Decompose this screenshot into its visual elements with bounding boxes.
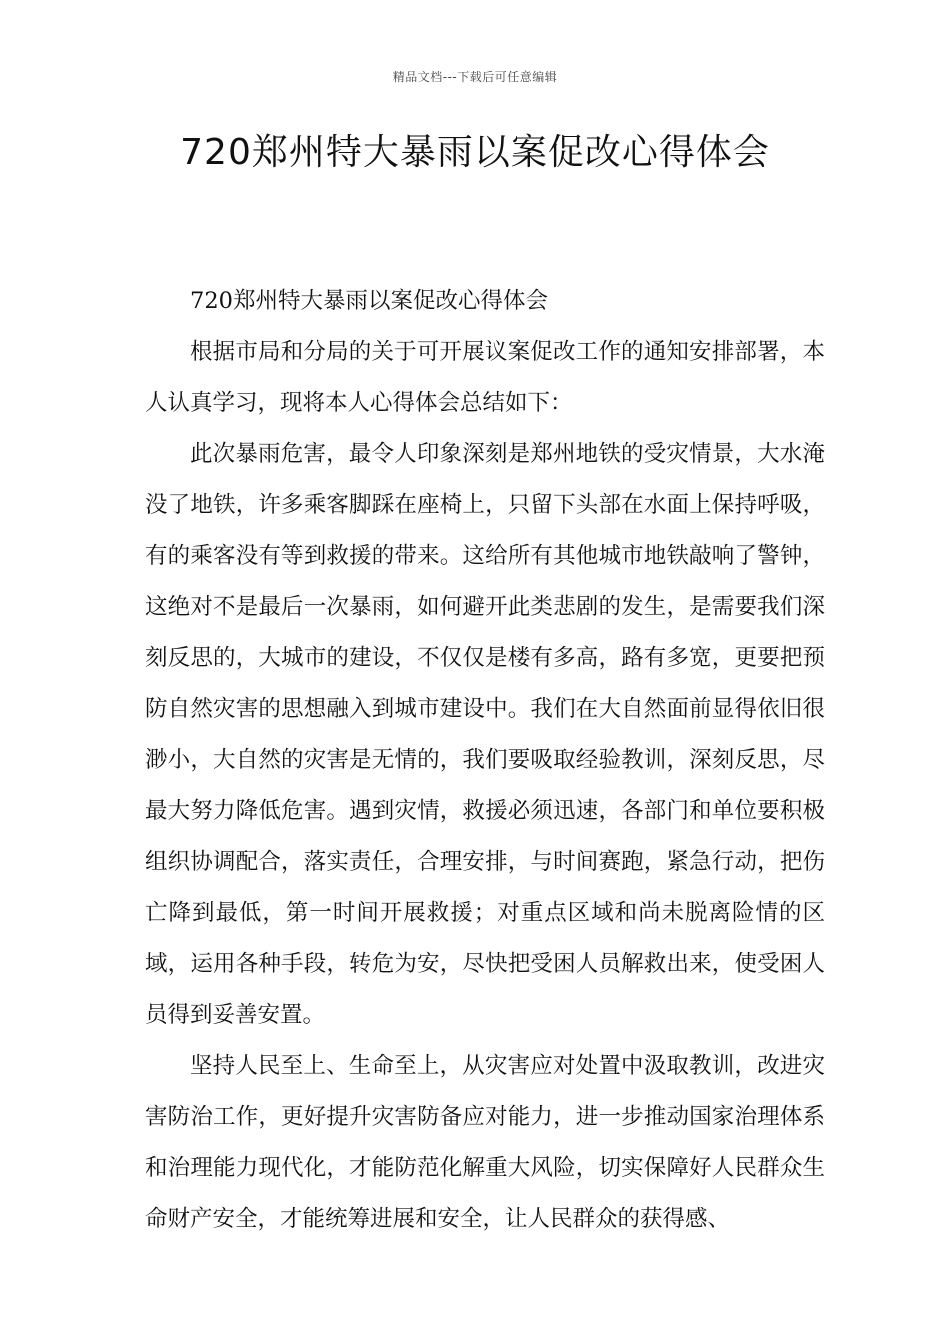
paragraph-conclusion: 坚持人民至上、生命至上，从灾害应对处置中汲取教训，改进灾害防治工作，更好提升灾害防备应对能力，进一步推动国家治理体系和治理能力现代化，才能防范化解重大风险，切实保障好人民群众生命财产安全，才能统筹进展和安全，让人民群众的获得感、 bbox=[145, 1053, 825, 1232]
document-title: 720郑州特大暴雨以案促改心得体会 bbox=[180, 132, 770, 173]
paragraph-disaster: 此次暴雨危害，最令人印象深刻是郑州地铁的受灾情景，大水淹没了地铁，许多乘客脚踩在座椅上，只留下头部在水面上保持呼吸，有的乘客没有等到救援的带来。这给所有其他城市地铁敲响了警钟，这绝对不是最后一次暴雨，如何避开此类悲剧的发生，是需要我们深刻反思的，大城市的建设，不仅仅是楼有多高，路有多宽，更要把预防自然灾害的思想融入到城市建设中。我们在大自然面前显得依旧很渺小，大自然的灾害是无情的，我们要吸取经验教训，深刻反思，尽最大努力降低危害。遇到灾情，救援必须迅速，各部门和单位要积极组织协调配合，落实责任，合理安排，与时间赛跑，紧急行动，把伤亡降到最低，第一时间开展救援；对重点区域和尚未脱离险情的区域，运用各种手段，转危为安，尽快把受困人员解救出来，使受困人员得到妥善安置。 bbox=[145, 441, 825, 1028]
paragraph-intro: 根据市局和分局的关于可开展议案促改工作的通知安排部署，本人认真学习，现将本人心得体会总结如下： bbox=[145, 339, 825, 416]
header-note: 精品文档---下载后可任意编辑 bbox=[392, 70, 558, 84]
document-body bbox=[145, 276, 825, 1245]
paragraph-subtitle: 720郑州特大暴雨以案促改心得体会 bbox=[190, 288, 548, 314]
